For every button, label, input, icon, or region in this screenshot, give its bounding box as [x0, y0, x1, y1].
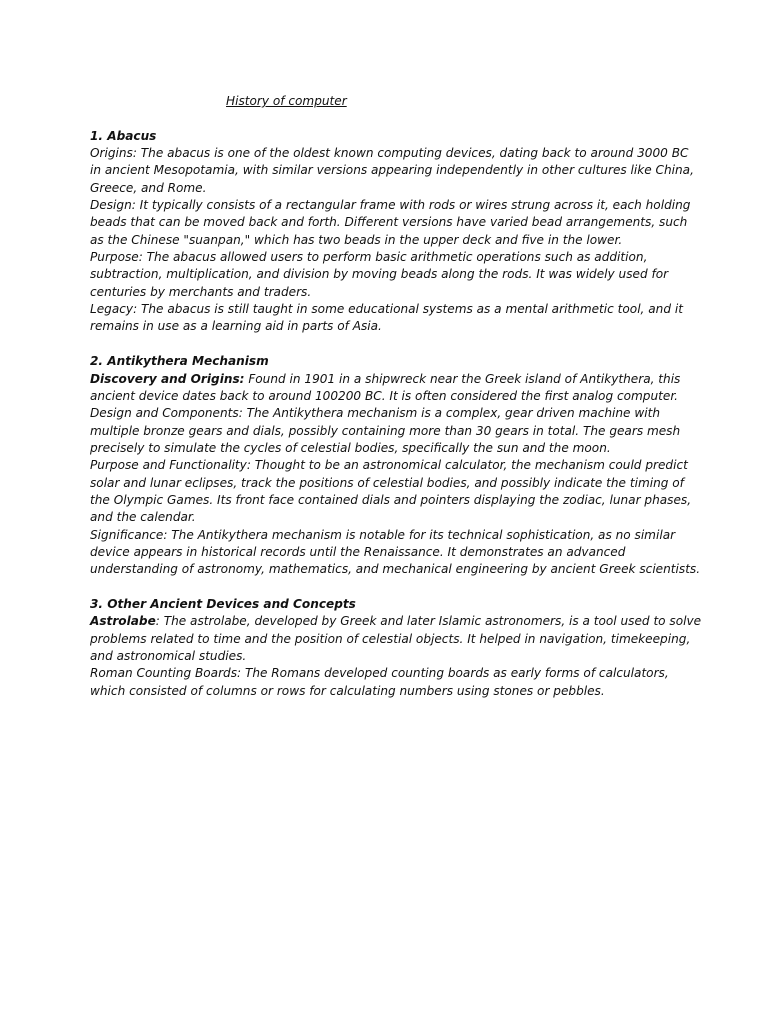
blank-line [90, 110, 690, 127]
text-line: Legacy: The abacus is still taught in some educational systems as a mental arithmetic tool, and it [90, 302, 683, 317]
paragraph-discovery [90, 371, 690, 406]
text-line: remains in use as a learning aid in parts of Asia. [90, 319, 382, 334]
document-body [90, 93, 702, 700]
text-run: : The astrolabe, developed by Greek and later Islamic astronomers, is a tool used to solve [155, 614, 702, 629]
text-line: as the Chinese "suanpan," which has two beads in the upper deck and five in the lower. [90, 232, 623, 247]
paragraph-design [90, 197, 690, 249]
text-line: and the calendar. [90, 510, 196, 525]
blank-line [90, 579, 690, 596]
paragraph-roman-counting-boards [90, 665, 690, 700]
text-line: in ancient Mesopotamia, with similar versions appearing independently in other cultures like China, [90, 163, 694, 178]
text-run: Found in 1901 in a shipwreck near the Greek island of Antikythera, this [244, 371, 681, 386]
section-heading: 2. Antikythera Mechanism [90, 354, 269, 369]
text-line: Purpose and Functionality: Thought to be an astronomical calculator, the mechanism could predict [90, 458, 688, 473]
text-line: beads that can be moved back and forth. Different versions have varied bead arrangements, such [90, 215, 688, 230]
text-line: the Olympic Games. Its front face contained dials and pointers displaying the zodiac, lunar phases, [90, 492, 692, 507]
text-line: understanding of astronomy, mathematics, and mechanical engineering by ancient Greek scientists. [90, 562, 701, 577]
text-line: Roman Counting Boards: The Romans developed counting boards as early forms of calculators, [90, 666, 669, 681]
text-line: Origins: The abacus is one of the oldest known computing devices, dating back to around 3000 BC [90, 146, 689, 161]
document-title: History of computer [226, 94, 347, 108]
section-antikythera [90, 353, 701, 578]
text-line: and astronomical studies. [90, 649, 247, 663]
paragraph-purpose-functionality [90, 457, 690, 526]
text-line: Design and Components: The Antikythera mechanism is a complex, gear driven machine with [90, 406, 660, 421]
paragraph-purpose [90, 249, 690, 301]
text-line: multiple bronze gears and dials, possibly containing more than 30 gears in total. The gears mesh [90, 423, 681, 438]
paragraph-design-components [90, 405, 690, 457]
section-other-devices [90, 596, 702, 700]
bold-label: Astrolabe [90, 614, 156, 629]
text-line: Purpose: The abacus allowed users to perform basic arithmetic operations such as addition, [90, 250, 648, 265]
text-line: solar and lunar eclipses, track the positions of celestial bodies, and possibly indicate the timing of [90, 475, 684, 490]
bold-label: Discovery and Origins: [90, 371, 245, 386]
text-line: device appears in historical records until the Renaissance. It demonstrates an advanced [90, 544, 626, 559]
text-line [90, 371, 690, 388]
text-line: centuries by merchants and traders. [90, 284, 312, 299]
text-line: Greece, and Rome. [90, 180, 207, 195]
text-line: which consisted of columns or rows for calculating numbers using stones or pebbles. [90, 683, 605, 698]
text-line: Design: It typically consists of a rectangular frame with rods or wires strung across it, each holding [90, 198, 691, 213]
text-line: problems related to time and the position of celestial objects. It helped in navigation, timekeeping, [90, 631, 691, 646]
text-line: ancient device dates back to around 100200 BC. It is often considered the first analog computer. [90, 388, 679, 403]
text-line: subtraction, multiplication, and division by moving beads along the rods. It was widely used for [90, 267, 669, 282]
text-line [90, 613, 702, 630]
paragraph-legacy [90, 301, 690, 336]
paragraph-significance [90, 527, 701, 579]
paragraph-astrolabe [90, 613, 702, 665]
paragraph-origins [90, 145, 694, 197]
text-line: Significance: The Antikythera mechanism is notable for its technical sophistication, as no similar [90, 527, 676, 542]
section-heading: 3. Other Ancient Devices and Concepts [90, 596, 356, 611]
section-heading: 1. Abacus [90, 128, 157, 143]
section-abacus [90, 128, 694, 336]
blank-line [90, 336, 690, 353]
text-line: precisely to simulate the cycles of celestial bodies, specifically the sun and the moon. [90, 440, 611, 455]
